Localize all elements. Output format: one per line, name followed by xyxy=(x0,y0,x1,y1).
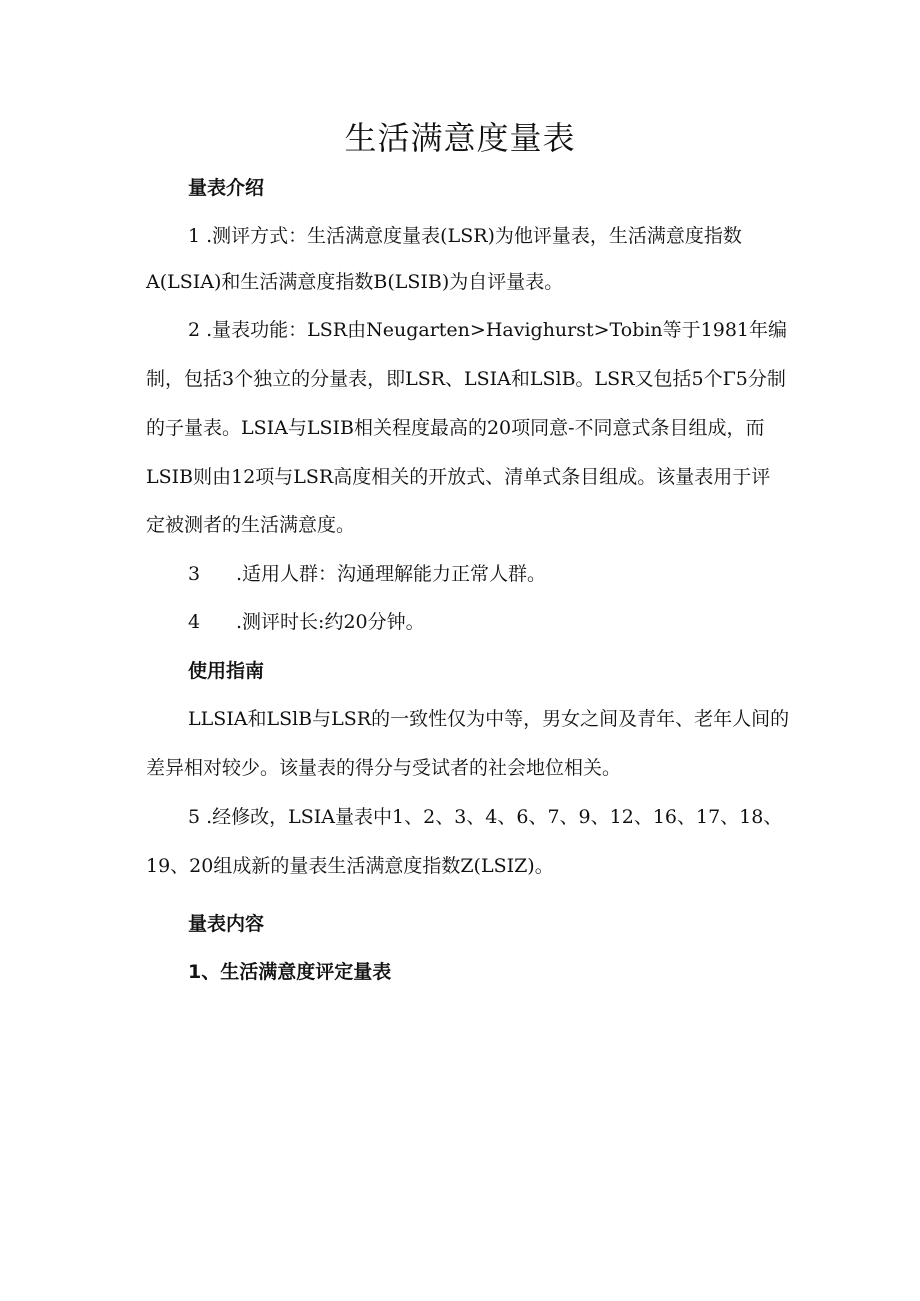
section-heading-content: 量表内容 xyxy=(188,913,265,935)
subsection-heading-1: 1、生活满意度评定量表 xyxy=(188,961,392,983)
item2-line4: LSIB则由12项与LSR高度相关的开放式、清单式条目组成。该量表用于评 xyxy=(146,466,771,488)
item5-line1: 5 .经修改，LSIA量表中1、2、3、4、6、7、9、12、16、17、18、 xyxy=(188,806,783,828)
item4-number: 4 xyxy=(188,611,201,633)
item2-line1: 2 .量表功能：LSR由Neugarten>Havighurst>Tobin等于1981年编 xyxy=(188,319,788,341)
item3-number: 3 xyxy=(188,563,201,585)
guide-line1: LLSIA和LSlB与LSR的一致性仅为中等，男女之间及青年、老年人间的 xyxy=(188,708,790,730)
section-heading-guide: 使用指南 xyxy=(188,660,265,682)
page-title: 生活满意度量表 xyxy=(344,119,576,157)
item3-text: .适用人群：沟通理解能力正常人群。 xyxy=(236,563,547,585)
item5-line2: 19、20组成新的量表生活满意度指数Z(LSIZ)。 xyxy=(146,855,554,877)
item4-text: .测评时长:约20分钟。 xyxy=(236,611,425,633)
guide-line2: 差异相对较少。该量表的得分与受试者的社会地位相关。 xyxy=(146,757,622,779)
item4 xyxy=(188,607,425,637)
item2-line2: 制，包括3个独立的分量表，即LSR、LSIA和LSlB。LSR又包括5个Γ5分制 xyxy=(146,368,786,390)
item1-line2: A(LSIA)和生活满意度指数B(LSIB)为自评量表。 xyxy=(146,271,564,293)
item3 xyxy=(188,559,546,589)
item1-line1: 1 .测评方式：生活满意度量表(LSR)为他评量表，生活满意度指数 xyxy=(188,225,742,247)
item2-line3: 的子量表。LSIA与LSIB相关程度最高的20项同意-不同意式条目组成，而 xyxy=(146,417,765,439)
item2-line5: 定被测者的生活满意度。 xyxy=(146,514,356,536)
section-heading-intro: 量表介绍 xyxy=(188,177,265,199)
